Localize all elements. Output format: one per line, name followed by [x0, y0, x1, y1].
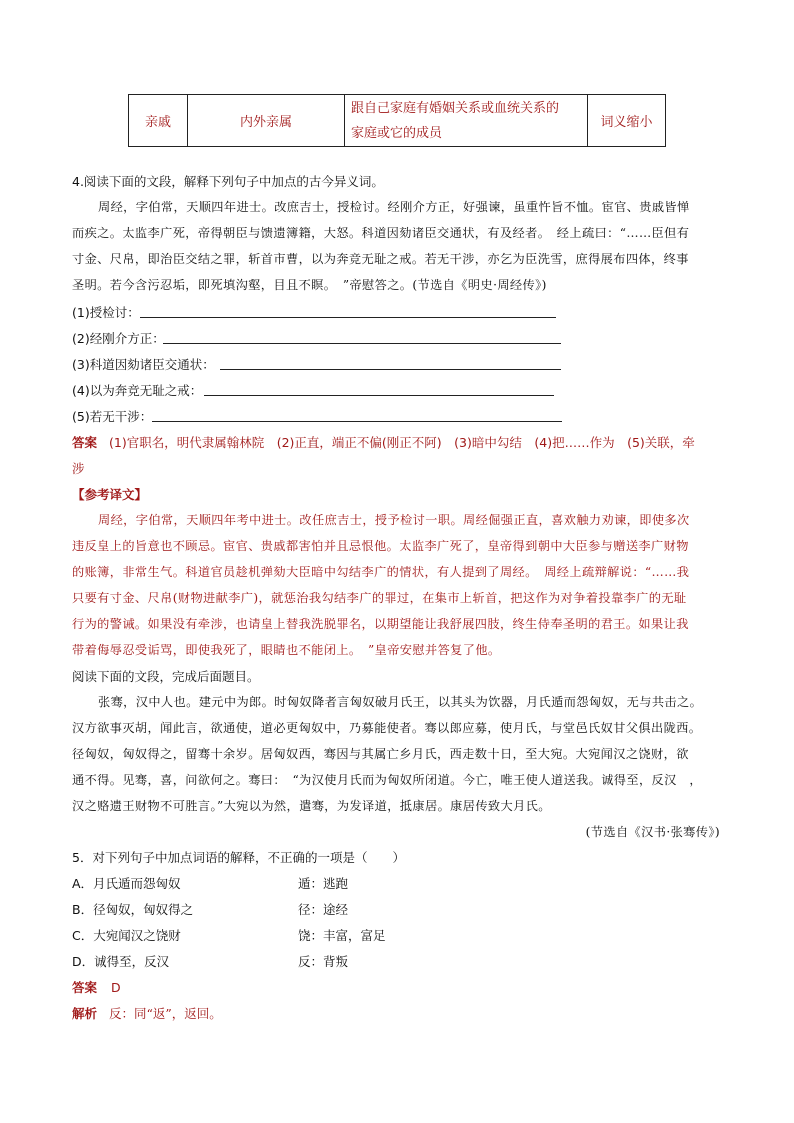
translation-line-4: 只要有寸金、尺帛(财物进献李广)，就惩治我勾结李广的罪过，在集市上斩首，把这作为对争着投靠李广的无耻 [72, 591, 687, 605]
table-row [129, 95, 666, 147]
q4-item-5-answer-line[interactable] [152, 421, 562, 422]
q5-passage-line-1: 张骞，汉中人也。建元中为郎。时匈奴降者言匈奴破月氏王，以其头为饮器，月氏遁而怨匈奴，无与共击之。 [98, 695, 703, 709]
translation-line-2: 违反皇上的旨意也不顾忌。宦官、贵戚都害怕并且忌恨他。太监李广死了，皇帝得到朝中大臣参与赠送李广财物 [72, 539, 689, 553]
q5-option-c-gloss: 饶：丰富，富足 [298, 928, 386, 943]
q4-item-1-answer-line[interactable] [140, 317, 556, 318]
translation-line-5: 行为的警诫。如果没有牵涉，也请皇上替我洗脱罪名，以期望能让我舒展四肢，终生侍奉圣明的君王。如果让我 [72, 617, 689, 631]
q5-question: 5．对下列句子中加点词语的解释，不正确的一项是（ ） [72, 850, 405, 865]
q5-analysis-text: 反：同“返”，返回。 [109, 1006, 222, 1021]
q4-item-4-label: (4)以为奔竞无耻之戒： [72, 383, 203, 398]
q4-answer-cont: 涉 [72, 461, 85, 476]
q4-answer-text: (1)官职名，明代隶属翰林院 (2)正直，端正不偏(刚正不阿) (3)暗中勾结 (4)把……作为 (5)关联，牵 [109, 435, 695, 450]
q5-analysis-label: 解析 [72, 1006, 98, 1021]
q4-item-5-label: (5)若无干涉： [72, 409, 153, 424]
q5-option-a-gloss: 遁：逃跑 [298, 876, 349, 891]
q4-passage-line-2: 而疾之。太监李广死，帝得朝臣与馈遗簿籍，大怒。科道因劾诸臣交通状，有及经者。 经上疏曰：“……臣但有 [72, 226, 690, 240]
q5-passage-line-2: 汉方欲事灭胡，闻此言，欲通使，道必更匈奴中，乃募能使者。骞以郎应募，使月氏，与堂邑氏奴甘父俱出陇西。 [72, 721, 702, 735]
q5-analysis [72, 1004, 222, 1022]
q5-passage-line-3: 径匈奴，匈奴得之，留骞十余岁。居匈奴西，骞因与其属亡乡月氏，西走数十日，至大宛。大宛闻汉之饶财，欲 [72, 747, 689, 761]
q4-item-3-answer-line[interactable] [220, 369, 561, 370]
q4-prompt: 4.阅读下面的文段，解释下列句子中加点的古今异义词。 [72, 174, 384, 189]
q4-item-4-answer-line[interactable] [204, 395, 554, 396]
table-cell-meaning: 内外亲属 [188, 95, 345, 147]
q4-item-2-answer-line[interactable] [163, 343, 561, 344]
q5-passage-line-4: 通不得。见骞，喜，问欲何之。骞曰： “为汉使月氏而为匈奴所闭道。今亡，唯王使人道送我。诚得至，反汉 ， [72, 773, 702, 787]
q4-passage-line-3: 寸金、尺帛，即治臣交结之罪，斩首市曹，以为奔竞无耻之戒。若无干涉，亦乞为臣洗雪，庶得展布四体，终事 [72, 252, 689, 266]
q4-item-1-label: (1)授检讨： [72, 305, 140, 320]
q5-intro: 阅读下面的文段，完成后面题目。 [72, 669, 260, 684]
q4-answer [72, 433, 695, 451]
q5-answer [72, 978, 121, 996]
q5-option-b-gloss: 径：途经 [298, 902, 349, 917]
translation-line-6: 带着侮辱忍受诟骂，即使我死了，眼睛也不能闭上。 ”皇帝安慰并答复了他。 [72, 643, 501, 657]
q4-passage-line-1: 周经，字伯常，天顺四年进士。改庶吉士，授检讨。经刚介方正，好强谏，虽重忤旨不恤。宦官、贵戚皆惮 [98, 200, 690, 214]
q5-option-d-gloss: 反：背叛 [298, 954, 349, 969]
q5-answer-value: D [111, 980, 121, 995]
q5-option-a[interactable]: A．月氏遁而怨匈奴 [72, 876, 181, 891]
translation-line-3: 的账簿，非常生气。科道官员趁机弹劾大臣暗中勾结李广的情状，有人提到了周经。 周经上疏辩解说：“……我 [72, 565, 690, 579]
table-cell-change: 词义缩小 [588, 95, 666, 147]
table-cell-word: 亲戚 [129, 95, 188, 147]
q5-option-c[interactable]: C．大宛闻汉之饶财 [72, 928, 181, 943]
q4-item-2-label: (2)经刚介方正： [72, 331, 165, 346]
q4-answer-label: 答案 [72, 435, 98, 450]
reference-translation-heading: 【参考译文】 [72, 487, 148, 502]
q5-source: (节选自《汉书·张骞传》) [585, 825, 720, 839]
table-cell-modern [345, 95, 588, 147]
translation-line-1: 周经，字伯常，天顺四年考中进士。改任庶吉士，授予检讨一职。周经倔强正直，喜欢触力劝谏，即使多次 [98, 513, 690, 527]
table-cell-modern-line1: 跟自己家庭有婚姻关系或血统关系的 [351, 100, 560, 116]
q5-passage-line-5: 汉之赂遗王财物不可胜言。”大宛以为然，遣骞，为发译道，抵康居。康居传致大月氏。 [72, 799, 551, 813]
q5-option-d[interactable]: D．诚得至，反汉 [72, 954, 170, 969]
q4-item-3-label: (3)科道因劾诸臣交通状： [72, 357, 215, 372]
q5-option-b[interactable]: B．径匈奴，匈奴得之 [72, 902, 194, 917]
q5-answer-label: 答案 [72, 980, 98, 995]
q4-passage-line-4: 圣明。若今含污忍垢，即死填沟壑，目且不瞑。 ”帝慰答之。(节选自《明史·周经传》) [72, 278, 547, 292]
table-cell-modern-line2: 家庭或它的成员 [351, 125, 443, 141]
vocab-table [128, 94, 666, 147]
